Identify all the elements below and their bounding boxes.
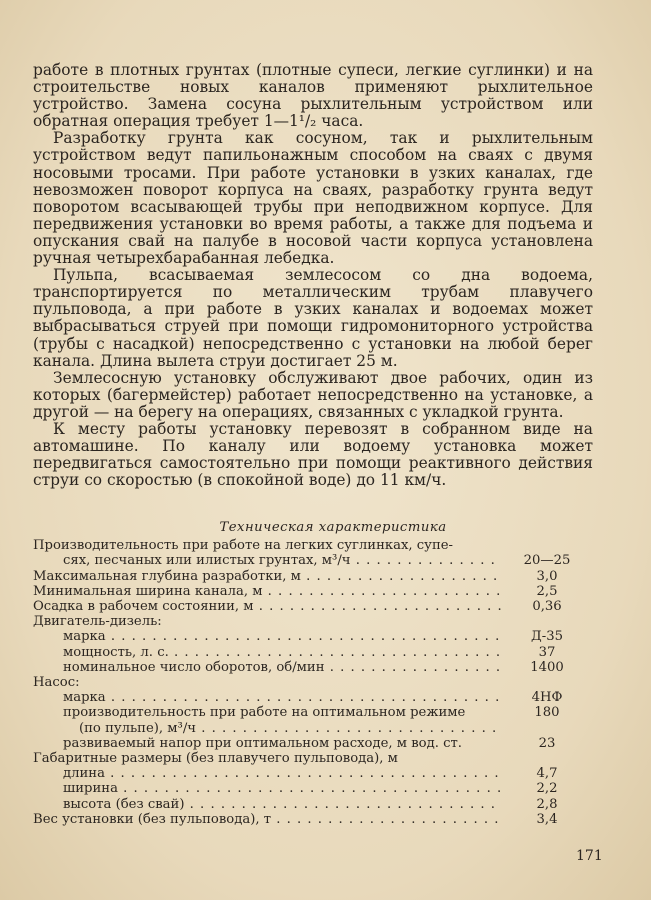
spec-pump-prod-line1: производительность при работе на оптимальном режиме: [63, 705, 466, 721]
spec-draft-value: 0,36: [532, 599, 562, 615]
spec-height-row: [33, 797, 593, 812]
spec-pump-prod-line2: (по пульпе), м³/ч . . .: [63, 721, 501, 736]
spec-pump-head-row: [33, 736, 593, 751]
paragraph-5: К месту работы установку перевозят в собранном виде на автомашине. По каналу или водоему установка может передвигаться самостоятельно при помощи реактивного действия струи со скоростью (в спокойной воде) до 11 км/ч.: [33, 419, 593, 490]
spec-min-width-label: Минимальная ширина канала, м . . .: [33, 584, 501, 599]
spec-productivity-line1: Производительность при работе на легких суглинках, супе-: [33, 538, 453, 554]
paragraph-1: работе в плотных грунтах (плотные супеси, легкие суглинки) и на строительстве новых каналов применяют рыхлительное устройство. Замена сосуна рыхлительным устройством или обратная операция требует 1—1¹/₂ часа.: [33, 61, 593, 131]
spec-min-width-value: 2,5: [536, 583, 558, 599]
spec-pump-head-value: 23: [538, 735, 556, 751]
spec-weight-row: [33, 812, 593, 827]
spec-productivity-label: сях, песчаных или илистых грунтах, м³/ч . . .: [63, 553, 501, 568]
spec-engine-brand-label: марка . . .: [63, 629, 501, 644]
spec-engine-header: Двигатель-дизель:: [33, 614, 162, 630]
spec-title: Техническая характеристика: [219, 520, 447, 535]
spec-length-label: длина . . .: [63, 766, 501, 781]
body-text: [33, 62, 593, 489]
spec-width-row: [33, 781, 593, 796]
spec-pump-prod-value: 180: [534, 705, 560, 721]
spec-height-value: 2,8: [536, 796, 558, 812]
spec-pump-prod-row2: [33, 721, 593, 736]
paragraph-3: Пульпа, всасываемая землесосом со дна водоема, транспортируется по металлическим трубам плавучего пульповода, а при работе в узких каналах и водоемах может выбрасываться струей при помощи гидромониторного устройства (трубы с насадкой) непосредственно с установки на любой берег канала. Длина вылета струи достигает 25 м.: [33, 266, 593, 370]
spec-dims-header: Габаритные размеры (без плавучего пульповода), м: [33, 751, 398, 767]
spec-max-depth-value: 3,0: [536, 568, 558, 584]
page-number: 171: [576, 848, 603, 864]
spec-engine-power-row: [33, 645, 593, 660]
spec-engine-rpm-value: 1400: [530, 659, 564, 675]
spec-max-depth-row: [33, 569, 593, 584]
spec-pump-brand-label: марка . . .: [63, 690, 501, 705]
spec-draft-label: Осадка в рабочем состоянии, м . . .: [33, 599, 501, 614]
spec-pump-prod-row: [33, 705, 593, 720]
spec-min-width-row: [33, 584, 593, 599]
paragraph-2: Разработку грунта как сосуном, так и рыхлительным устройством ведут папильонажным способом на сваях с двумя носовыми тросами. При работе установки в узких каналах, где невозможен поворот корпуса на сваях, разработку грунта ведут поворотом всасывающей трубы при неподвижном корпусе. Для передвижения установки во время работы, а также для подъема и опускания свай на палубе в носовой части корпуса установлена ручная четырехбарабанная лебедка.: [33, 129, 593, 268]
spec-width-label: ширина . . .: [63, 781, 501, 796]
spec-max-depth-label: Максимальная глубина разработки, м . . .: [33, 569, 501, 584]
spec-pump-brand-row: [33, 690, 593, 705]
spec-pump-header: Насос:: [33, 675, 80, 691]
spec-width-value: 2,2: [536, 781, 558, 797]
spec-pump-brand-value: 4НФ: [531, 690, 563, 706]
paragraph-4: Землесосную установку обслуживают двое рабочих, один из которых (багермейстер) работает непосредственно на установке, а другой — на берегу на операциях, связанных с укладкой грунта.: [33, 368, 593, 421]
spec-weight-value: 3,4: [536, 811, 558, 827]
spec-draft-row: [33, 599, 593, 614]
spec-engine-rpm-row: [33, 660, 593, 675]
technical-specs: [33, 520, 593, 827]
spec-engine-power-label: мощность, л. с. . . .: [63, 645, 501, 660]
spec-height-label: высота (без свай) . . .: [63, 797, 501, 812]
spec-pump-head-label: развиваемый напор при оптимальном расходе, м вод. ст.: [63, 735, 462, 751]
spec-engine-power-value: 37: [538, 644, 556, 660]
spec-engine-brand-value: Д-35: [531, 629, 563, 645]
spec-productivity-row: [33, 553, 593, 568]
spec-weight-label: Вес установки (без пульповода), т . . .: [33, 812, 501, 827]
spec-length-value: 4,7: [536, 766, 558, 782]
spec-productivity-value: 20—25: [523, 553, 571, 569]
spec-engine-brand-row: [33, 629, 593, 644]
spec-length-row: [33, 766, 593, 781]
spec-engine-rpm-label: номинальное число оборотов, об/мин . . .: [63, 660, 501, 675]
